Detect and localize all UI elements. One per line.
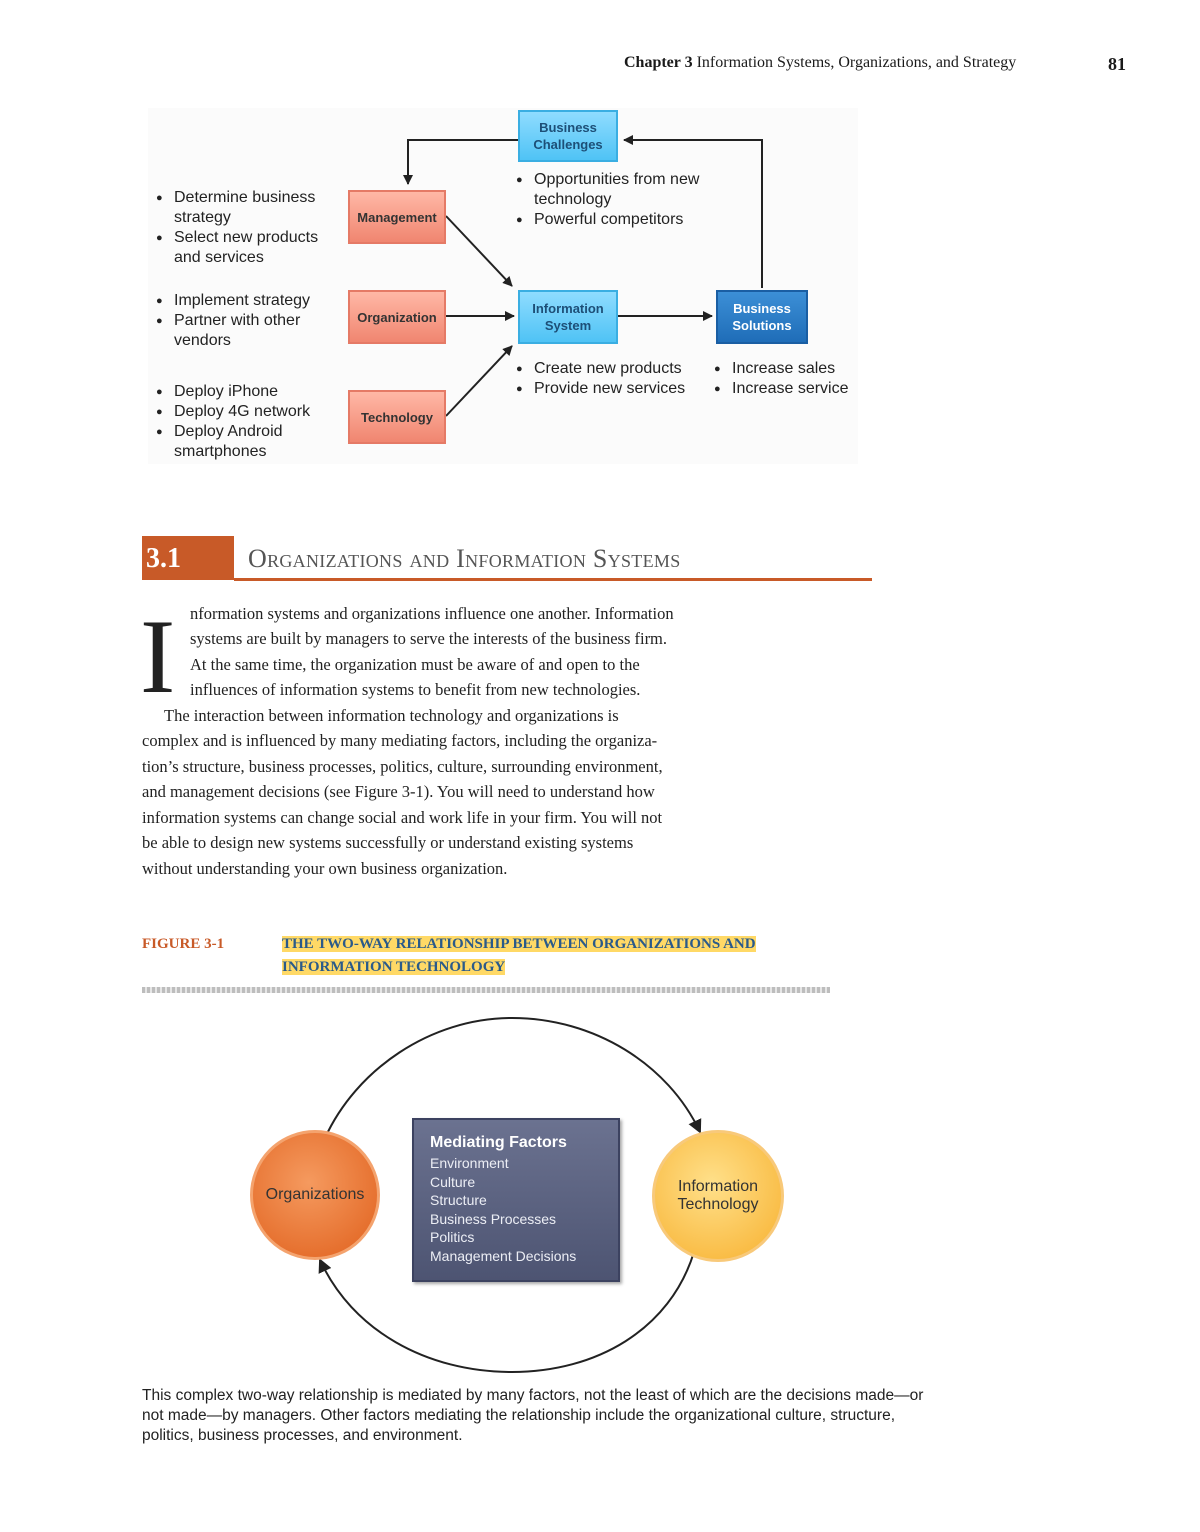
figure-title-text: INFORMATION TECHNOLOGY <box>282 959 506 975</box>
body-line: without understanding your own business organization. <box>142 859 508 878</box>
body-line: tion’s structure, business processes, politics, culture, surrounding environment, <box>142 757 663 776</box>
arrow-technology-to-is <box>446 346 512 416</box>
box-label: Business <box>733 301 791 316</box>
mediating-factor: Environment <box>430 1155 509 1171</box>
mediating-factor: Management Decisions <box>430 1247 577 1264</box>
mediating-factor: Business Processes <box>430 1210 557 1227</box>
organization-box <box>348 290 446 344</box>
section-rule <box>234 578 872 581</box>
technology-bullets <box>156 382 336 462</box>
management-box <box>348 190 446 244</box>
bullet-item: ● Increase sales <box>714 359 864 379</box>
bullet-item: ● Provide new services <box>516 379 712 399</box>
bullet-item: ● Select new products and services <box>156 228 336 268</box>
organizations-circle <box>250 1130 380 1260</box>
drop-cap: I <box>140 598 176 715</box>
information-system-box <box>518 290 618 344</box>
body-line: be able to design new systems successfully or understand existing systems <box>142 833 634 852</box>
box-label: System <box>544 318 592 333</box>
mediating-factors-title: Mediating Factors <box>430 1134 567 1151</box>
solution-bullets <box>714 359 864 399</box>
bullet-item: ● Increase service <box>714 379 864 399</box>
figure-title-line1 <box>282 936 756 953</box>
information-technology-circle <box>652 1130 784 1262</box>
is-bullets <box>516 359 712 399</box>
chapter-title: Information Systems, Organizations, and Strategy <box>696 54 1017 71</box>
body-line: The interaction between information technology and organizations is <box>164 706 619 725</box>
bullet-item: ● Deploy Android smartphones <box>156 422 336 462</box>
bullet-item: ● Powerful competitors <box>516 210 716 230</box>
business-solutions-box <box>716 290 808 344</box>
figure-rule <box>142 987 830 993</box>
body-line: information systems can change social and work life in your firm. You will not <box>142 808 663 827</box>
figure-title-line2 <box>282 959 505 976</box>
bullet-item: ● Determine business strategy <box>156 188 336 228</box>
organization-bullets <box>156 291 336 351</box>
body-line: influences of information systems to benefit from new technologies. <box>190 680 641 699</box>
technology-box <box>348 390 446 444</box>
bullet-item: ● Opportunities from new technology <box>516 170 716 210</box>
body-line: and management decisions (see Figure 3-1). You will need to understand how <box>142 782 655 801</box>
bullet-item: ● Partner with other vendors <box>156 311 336 351</box>
mediating-factor: Culture <box>430 1173 476 1190</box>
it-label: Information <box>677 1178 759 1195</box>
challenge-bullets <box>516 170 716 230</box>
organizations-label: Organizations <box>265 1186 365 1203</box>
section-number: 3.1 <box>146 543 181 574</box>
bullet-item: ● Deploy iPhone <box>156 382 336 402</box>
bullet-item: ● Implement strategy <box>156 291 336 311</box>
section-title: Organizations and Information Systems <box>248 544 681 573</box>
body-line: systems are built by managers to serve the interests of the business firm. <box>190 629 668 648</box>
page-number: 81 <box>1108 54 1126 74</box>
body-line: nformation systems and organizations influence one another. Information <box>190 604 674 623</box>
box-label: Management <box>357 209 437 225</box>
figure-label: FIGURE 3-1 <box>142 936 225 952</box>
body-line: complex and is influenced by many mediating factors, including the organiza- <box>142 731 658 750</box>
it-label: Technology <box>677 1196 759 1213</box>
arrow-management-to-is <box>446 216 512 286</box>
figure-caption: This complex two-way relationship is mediated by many factors, not the least of which are the decisions made—or not made—by managers. Other factors mediating the relationship include the organizational culture, structure, politics, business processes, and environment. <box>142 1387 924 1444</box>
chapter-label: Chapter 3 <box>624 54 693 71</box>
box-label: Technology <box>361 409 433 425</box>
mediating-factor: Structure <box>430 1192 487 1209</box>
mediating-factor: Politics <box>430 1229 475 1246</box>
body-line: At the same time, the organization must be aware of and open to the <box>190 655 640 674</box>
box-label: Business <box>539 120 597 135</box>
mediating-factors-box <box>412 1118 620 1282</box>
figure-title-text: THE TWO-WAY RELATIONSHIP BETWEEN ORGANIZATIONS AND <box>282 936 756 952</box>
business-challenges-box <box>518 110 618 162</box>
box-label: Organization <box>357 309 437 325</box>
box-label: Information <box>532 301 604 316</box>
bullet-item: ● Deploy 4G network <box>156 402 336 422</box>
management-bullets <box>156 188 336 268</box>
box-label: Solutions <box>732 318 792 333</box>
bullet-item: ● Create new products <box>516 359 712 379</box>
arrow-challenges-to-management <box>408 140 518 184</box>
box-label: Challenges <box>533 137 603 152</box>
